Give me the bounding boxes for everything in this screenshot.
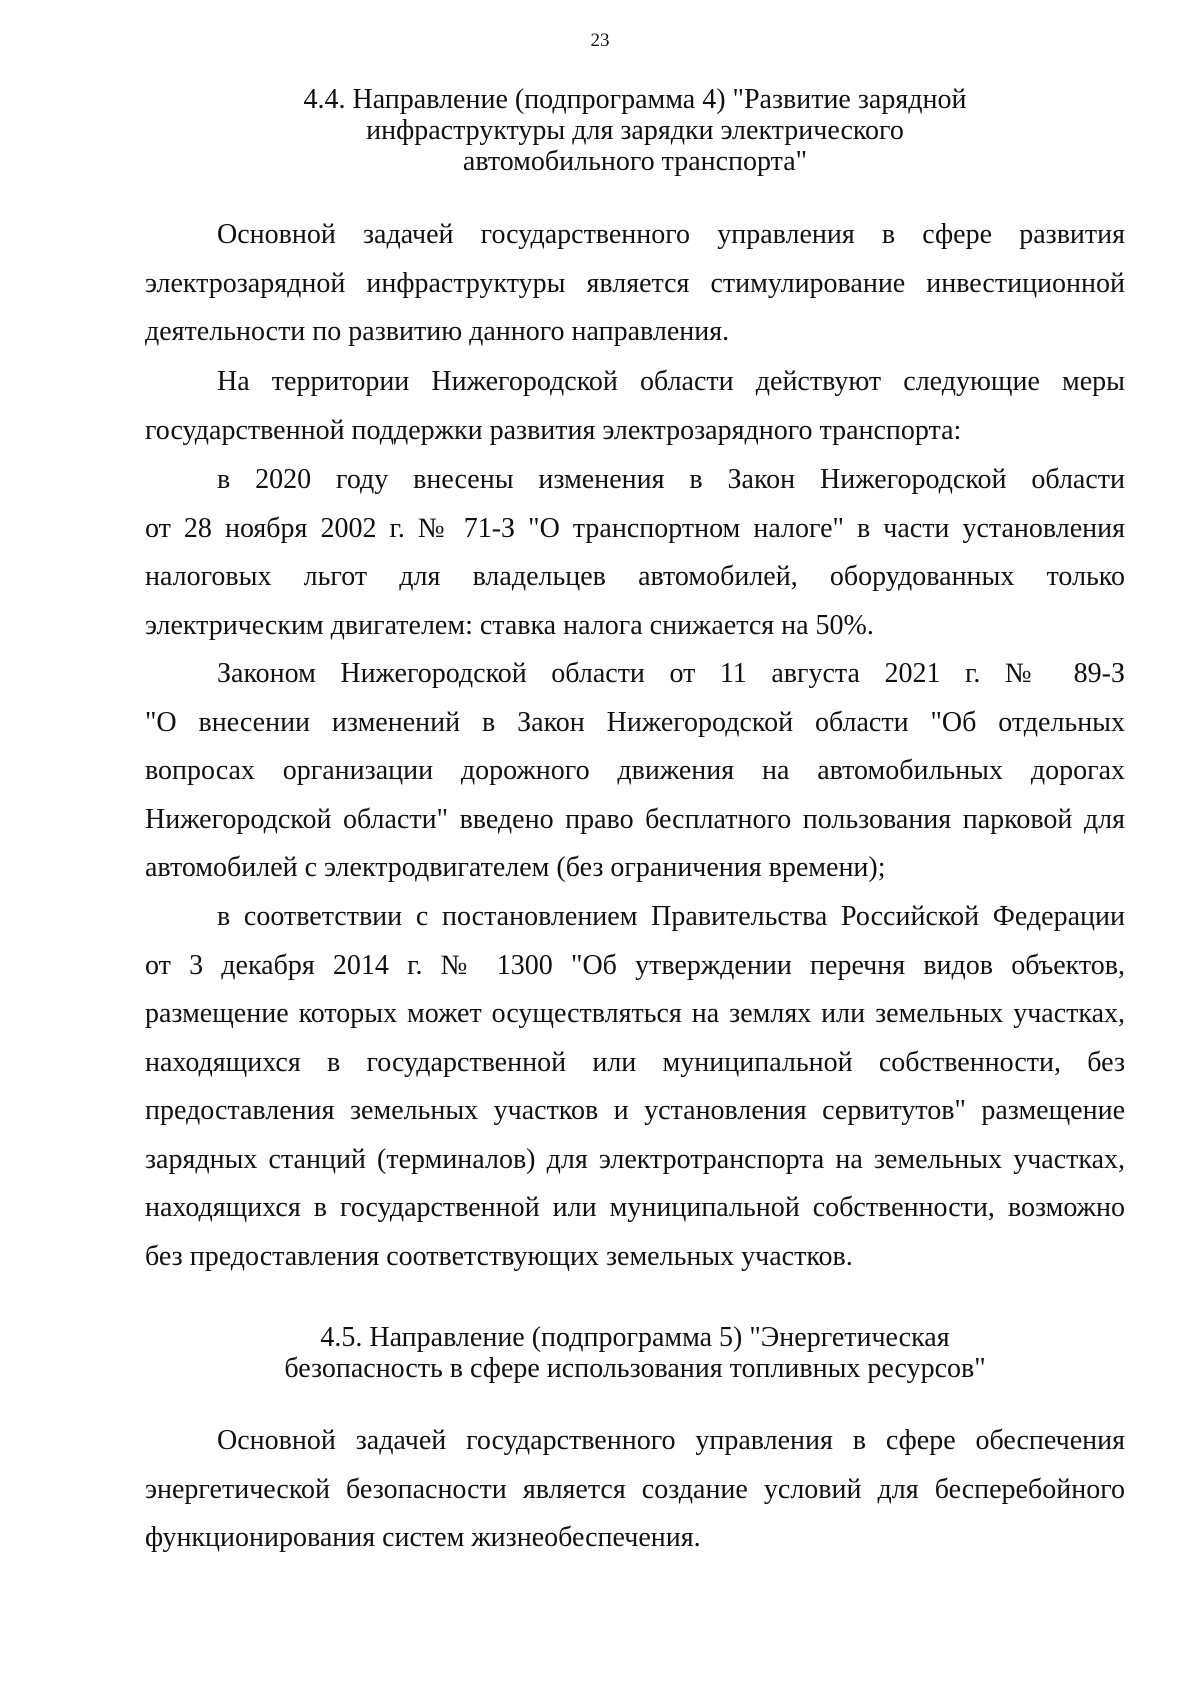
paragraph	[145, 358, 1125, 455]
heading-line: 4.4. Направление (подпрограмма 4) "Развитие зарядной	[303, 84, 967, 115]
paragraph-line: электрическим двигателем: ставка налога снижается на 50%.	[145, 609, 874, 641]
paragraph-line: предоставления земельных участков и установления сервитутов" размещение	[145, 1095, 1125, 1126]
heading-line: автомобильного транспорта"	[462, 146, 808, 177]
heading-line: безопасность в сфере использования топливных ресурсов"	[284, 1353, 986, 1384]
paragraph-line: Основной задачей государственного управления в сфере развития	[217, 219, 1125, 250]
paragraph-line: Основной задачей государственного управления в сфере обеспечения	[217, 1425, 1125, 1456]
paragraph-line: без предоставления соответствующих земельных участков.	[145, 1240, 853, 1272]
paragraph	[145, 650, 1125, 893]
paragraph-line: находящихся в государственной или муниципальной собственности, без	[145, 1046, 1125, 1078]
paragraph	[145, 211, 1125, 357]
section-4-4-heading	[145, 84, 1125, 177]
paragraph-line: в 2020 году внесены изменения в Закон Нижегородской области	[217, 464, 1125, 495]
paragraph-line: государственной поддержки развития электрозарядного транспорта:	[145, 414, 962, 446]
paragraph	[145, 456, 1125, 650]
paragraph-line: На территории Нижегородской области действуют следующие меры	[217, 366, 1125, 397]
paragraph-line: электрозарядной инфраструктуры является стимулирование инвестиционной	[145, 267, 1125, 299]
paragraph-line: вопросах организации дорожного движения на автомобильных дорогах	[145, 755, 1125, 786]
heading-line: инфраструктуры для зарядки электрического	[366, 115, 904, 146]
paragraph-line: налоговых льгот для владельцев автомобилей, оборудованных только	[145, 561, 1125, 592]
paragraph-line: от 28 ноября 2002 г. № 71-З "О транспортном налоге" в части установления	[145, 512, 1125, 544]
paragraph-line: находящихся в государственной или муниципальной собственности, возможно	[145, 1192, 1125, 1223]
heading-line: 4.5. Направление (подпрограмма 5) "Энергетическая	[320, 1322, 950, 1353]
paragraph-line: в соответствии с постановлением Правительства Российской Федерации	[217, 901, 1125, 932]
paragraph-line: Законом Нижегородской области от 11 августа 2021 г. № 89-З	[217, 658, 1125, 689]
section-4-5-heading	[145, 1322, 1125, 1384]
paragraph-line: деятельности по развитию данного направления.	[145, 316, 730, 347]
paragraph-line: "О внесении изменений в Закон Нижегородской области "Об отдельных	[145, 706, 1125, 738]
paragraph	[145, 1417, 1125, 1563]
paragraph-line: от 3 декабря 2014 г. № 1300 "Об утверждении перечня видов объектов,	[145, 949, 1125, 981]
paragraph-line: функционирования систем жизнеобеспечения.	[145, 1522, 701, 1553]
paragraph-line: размещение которых может осуществляться на землях или земельных участках,	[145, 998, 1125, 1029]
paragraph-line: Нижегородской области" введено право бесплатного пользования парковой для	[145, 803, 1125, 835]
paragraph-line: зарядных станций (терминалов) для электротранспорта на земельных участках,	[145, 1143, 1125, 1175]
paragraph-line: энергетической безопасности является создание условий для бесперебойного	[145, 1473, 1125, 1505]
paragraph-line: автомобилей с электродвигателем (без ограничения времени);	[145, 852, 886, 883]
paragraph	[145, 893, 1125, 1281]
page-number: 23	[590, 30, 610, 51]
